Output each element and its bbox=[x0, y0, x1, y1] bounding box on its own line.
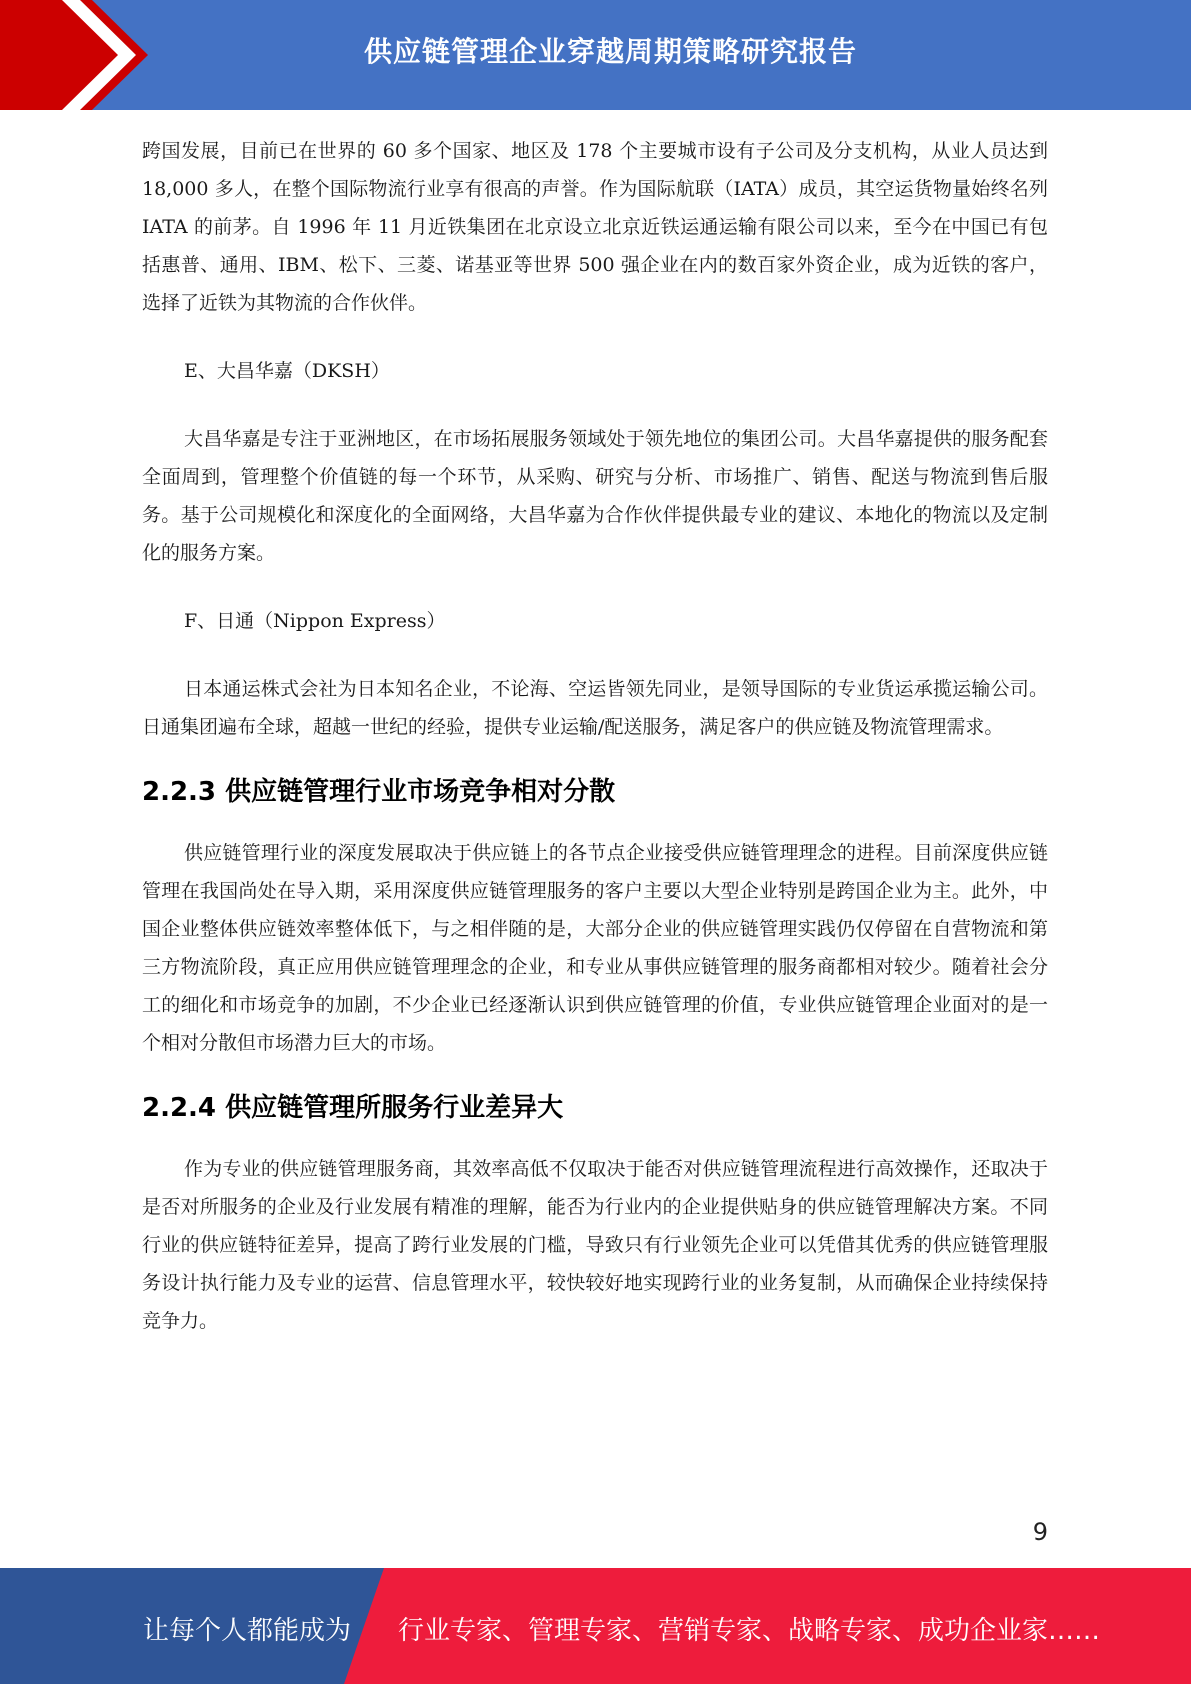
page-footer bbox=[0, 1568, 1191, 1684]
footer-slogan-right: 行业专家、管理专家、营销专家、战略专家、成功企业家…… bbox=[398, 1616, 1101, 1646]
subheading-dksh: E、大昌华嘉（DKSH） bbox=[184, 360, 390, 382]
section-heading-2-2-3: 2.2.3 供应链管理行业市场竞争相对分散 bbox=[142, 777, 616, 807]
paragraph-industry-difference: 作为专业的供应链管理服务商，其效率高低不仅取决于能否对供应链管理流程进行高效操作，还取决于是否对所服务的企业及行业发展有精准的理解，能否为行业内的企业提供贴身的供应链管理解决方案。不同行业的供应链特征差异，提高了跨行业发展的门槛，导致只有行业领先企业可以凭借其优秀的供应链管理服务设计执行能力及专业的运营、信息管理水平，较快较好地实现跨行业的业务复制，从而确保企业持续保持竞争力。 bbox=[142, 1158, 1048, 1332]
paragraph-market-competition: 供应链管理行业的深度发展取决于供应链上的各节点企业接受供应链管理理念的进程。目前深度供应链管理在我国尚处在导入期，采用深度供应链管理服务的客户主要以大型企业特别是跨国企业为主。此外，中国企业整体供应链效率整体低下，与之相伴随的是，大部分企业的供应链管理实践仍仅停留在自营物流和第三方物流阶段，真正应用供应链管理理念的企业，和专业从事供应链管理的服务商都相对较少。随着社会分工的细化和市场竞争的加剧，不少企业已经逐渐认识到供应链管理的价值，专业供应链管理企业面对的是一个相对分散但市场潜力巨大的市场。 bbox=[142, 842, 1048, 1054]
subheading-nippon-express: F、日通（Nippon Express） bbox=[184, 610, 446, 632]
footer-slogan-left: 让每个人都能成为 bbox=[143, 1616, 352, 1646]
page-number: 9 bbox=[1032, 1518, 1048, 1546]
page-header bbox=[0, 0, 1191, 110]
report-title: 供应链管理企业穿越周期策略研究报告 bbox=[363, 35, 857, 68]
paragraph-dksh: 大昌华嘉是专注于亚洲地区，在市场拓展服务领域处于领先地位的集团公司。大昌华嘉提供的服务配套全面周到，管理整个价值链的每一个环节，从采购、研究与分析、市场推广、销售、配送与物流到售后服务。基于公司规模化和深度化的全面网络，大昌华嘉为合作伙伴提供最专业的建议、本地化的物流以及定制化的服务方案。 bbox=[142, 428, 1048, 564]
section-heading-2-2-4: 2.2.4 供应链管理所服务行业差异大 bbox=[142, 1093, 564, 1123]
page-content bbox=[142, 132, 1048, 1340]
paragraph-kintetsu: 跨国发展，目前已在世界的 60 多个国家、地区及 178 个主要城市设有子公司及分支机构，从业人员达到 18,000 多人，在整个国际物流行业享有很高的声誉。作为国际航联（IATA）成员，其空运货物量始终名列 IATA 的前茅。自 1996 年 11 月近铁集团在北京设立北京近铁运通运输有限公司以来，至今在中国已有包括惠普、通用、IBM、松下、三菱、诺基亚等世界 500 强企业在内的数百家外资企业，成为近铁的客户，选择了近铁为其物流的合作伙伴。 bbox=[142, 140, 1048, 314]
paragraph-nippon-express: 日本通运株式会社为日本知名企业，不论海、空运皆领先同业，是领导国际的专业货运承揽运输公司。日通集团遍布全球，超越一世纪的经验，提供专业运输/配送服务，满足客户的供应链及物流管理需求。 bbox=[142, 678, 1048, 738]
